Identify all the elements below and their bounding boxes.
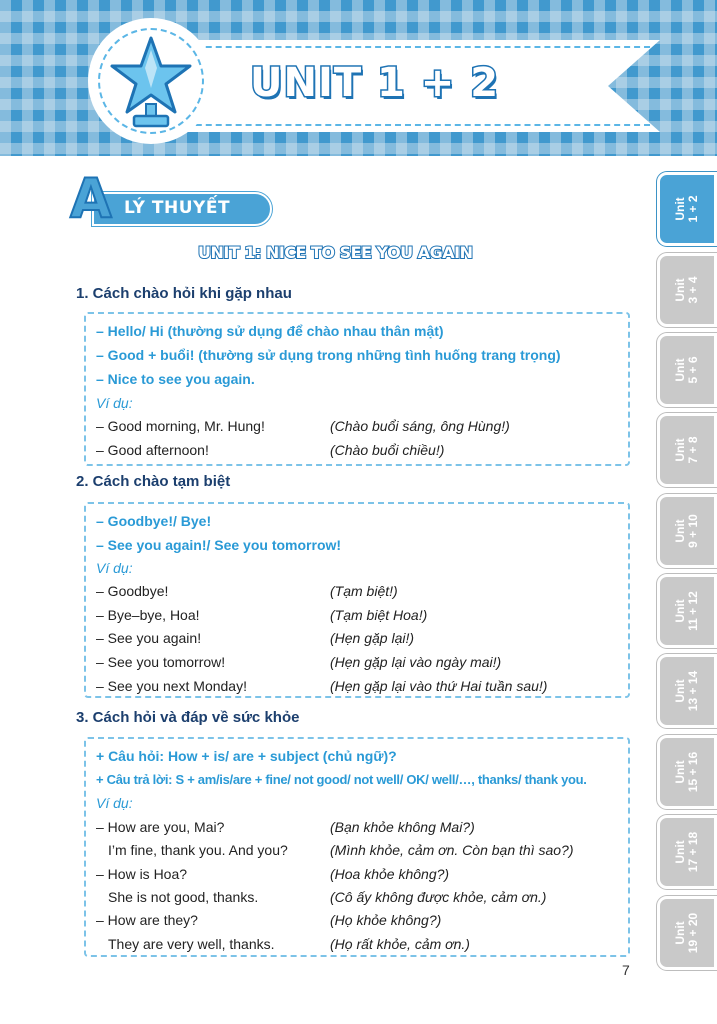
- rule-line: – Hello/ Hi (thường sử dụng để chào nhau thân mật): [96, 323, 444, 339]
- example-vi: (Chào buổi sáng, ông Hùng!): [330, 418, 510, 434]
- tab-unit-15-16[interactable]: Unit 15 + 16: [657, 735, 717, 809]
- section-2-heading: 2. Cách chào tạm biệt: [76, 473, 231, 490]
- tab-unit-13-14[interactable]: Unit 13 + 14: [657, 654, 717, 728]
- section-1-heading: 1. Cách chào hỏi khi gặp nhau: [76, 285, 292, 302]
- example-label: Ví dụ:: [96, 795, 133, 811]
- section-a-title: LÝ THUYẾT: [124, 198, 231, 218]
- example-en: – Goodbye!: [96, 583, 169, 599]
- example-en: – How are they?: [96, 912, 198, 928]
- example-vi: (Cô ấy không được khỏe, cảm ơn.): [330, 889, 547, 905]
- tab-unit-5-6[interactable]: Unit 5 + 6: [657, 333, 717, 407]
- rule-line: – Good + buổi! (thường sử dụng trong những tình huống trang trọng): [96, 347, 561, 363]
- example-vi: (Hẹn gặp lại vào thứ Hai tuần sau!): [330, 678, 548, 694]
- tab-unit-7-8[interactable]: Unit 7 + 8: [657, 413, 717, 487]
- example-label: Ví dụ:: [96, 560, 133, 576]
- example-vi: (Mình khỏe, cảm ơn. Còn bạn thì sao?): [330, 842, 574, 858]
- page-number: 7: [622, 962, 630, 978]
- tab-unit-11-12[interactable]: Unit 11 + 12: [657, 574, 717, 648]
- rule-line: + Câu trả lời: S + am/is/are + fine/ not good/ not well/ OK/ well/…, thanks/ thank you.: [96, 772, 587, 787]
- example-vi: (Hoa khỏe không?): [330, 866, 450, 882]
- example-en: I’m fine, thank you. And you?: [108, 842, 288, 858]
- star-trophy-badge: [92, 22, 210, 140]
- example-label: Ví dụ:: [96, 395, 133, 411]
- example-vi: (Tạm biệt!): [330, 583, 398, 599]
- example-vi: (Bạn khỏe không Mai?): [330, 819, 475, 835]
- example-en: They are very well, thanks.: [108, 936, 275, 952]
- unit-subtitle: UNIT 1: NICE TO SEE YOU AGAIN: [198, 243, 473, 262]
- example-vi: (Chào buổi chiều!): [330, 442, 445, 458]
- example-en: – See you tomorrow!: [96, 654, 226, 670]
- example-vi: (Hẹn gặp lại!): [330, 630, 415, 646]
- example-en: – Bye–bye, Hoa!: [96, 607, 200, 623]
- tab-unit-17-18[interactable]: Unit 17 + 18: [657, 815, 717, 889]
- tab-unit-19-20[interactable]: Unit 19 + 20: [657, 896, 717, 970]
- rule-line: – Nice to see you again.: [96, 371, 255, 387]
- example-en: – How is Hoa?: [96, 866, 188, 882]
- page-title: UNIT 1 + 2: [250, 60, 500, 106]
- star-trophy-icon: [106, 34, 196, 130]
- section-a-letter: A: [70, 167, 112, 230]
- example-vi: (Hẹn gặp lại vào ngày mai!): [330, 654, 502, 670]
- example-vi: (Tạm biệt Hoa!): [330, 607, 428, 623]
- example-en: – See you again!: [96, 630, 202, 646]
- rule-line: – See you again!/ See you tomorrow!: [96, 537, 342, 553]
- example-en: – Good afternoon!: [96, 442, 209, 458]
- example-en: – How are you, Mai?: [96, 819, 225, 835]
- tab-unit-3-4[interactable]: Unit 3 + 4: [657, 253, 717, 327]
- tab-unit-9-10[interactable]: Unit 9 + 10: [657, 494, 717, 568]
- rule-line: – Goodbye!/ Bye!: [96, 513, 212, 529]
- section-3-heading: 3. Cách hỏi và đáp về sức khỏe: [76, 709, 300, 726]
- example-en: She is not good, thanks.: [108, 889, 259, 905]
- example-en: – Good morning, Mr. Hung!: [96, 418, 265, 434]
- rule-line: + Câu hỏi: How + is/ are + subject (chủ ngữ)?: [96, 748, 397, 764]
- example-en: – See you next Monday!: [96, 678, 247, 694]
- example-vi: (Họ khỏe không?): [330, 912, 442, 928]
- example-vi: (Họ rất khỏe, cảm ơn.): [330, 936, 470, 952]
- tab-unit-1-2[interactable]: Unit 1 + 2: [657, 172, 717, 246]
